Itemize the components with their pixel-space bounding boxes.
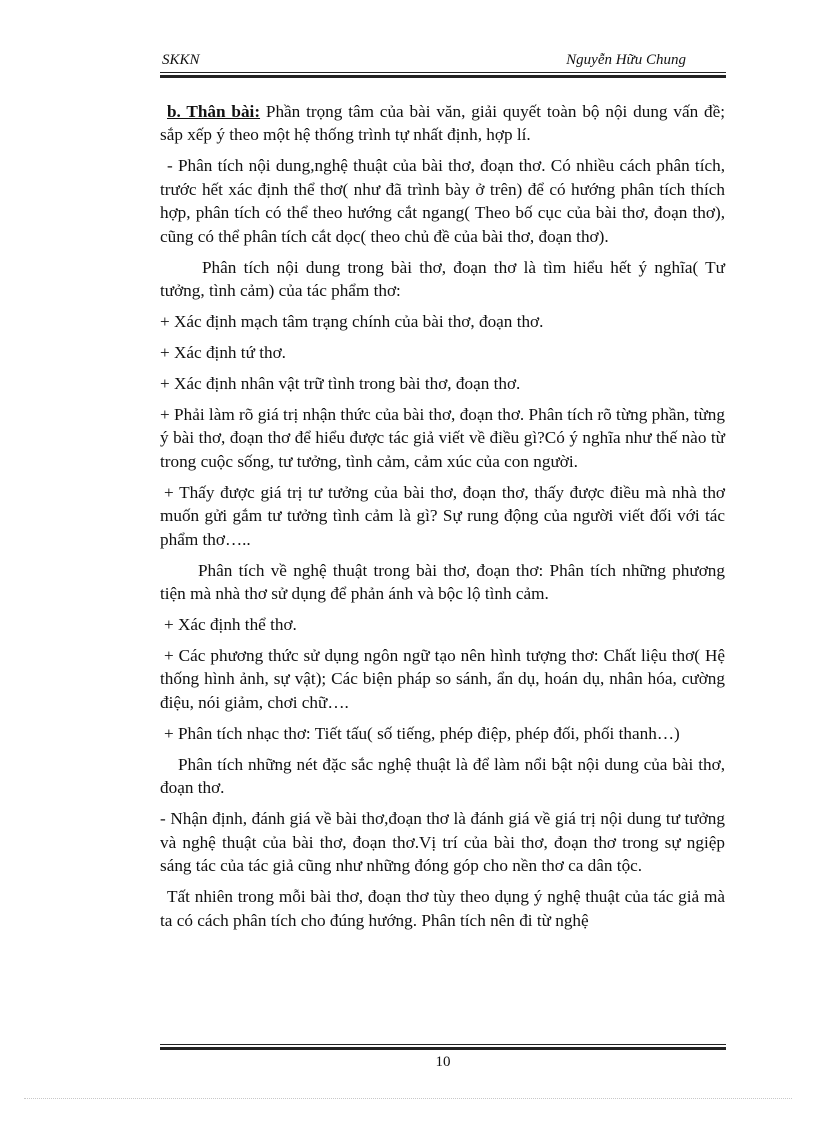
list-item: + Thấy được giá trị tư tưởng của bài thơ, đoạn thơ, thấy được điều mà nhà thơ muốn gửi gắm tư tưởng tình cảm là gì? Sự rung động của người viết đối với tác phẩm thơ….. [160,482,725,549]
paragraph: Tất nhiên trong mỗi bài thơ, đoạn thơ tùy theo dụng ý nghệ thuật của tác giả mà ta có cách phân tích cho đúng hướng. Phân tích nên đi từ nghệ [160,887,725,930]
paragraph: Phân tích những nét đặc sắc nghệ thuật là để làm nổi bật nội dung của bài thơ, đoạn thơ. [160,754,725,798]
page-bottom-dotted-line [24,1098,792,1099]
page-number: 10 [435,1054,451,1070]
paragraph: - Nhận định, đánh giá về bài thơ,đoạn thơ là đánh giá về giá trị nội dung tư tưởng và nghệ thuật của bài thơ, đoạn thơ.Vị trí của bài thơ, đoạn thơ trong sự ngiệp sáng tác của tác giả cũng như những đóng góp cho nền thơ ca dân tộc. [160,809,725,876]
list-item: + Xác định mạch tâm trạng chính của bài thơ, đoạn thơ. [160,312,544,332]
list-item: + Phân tích nhạc thơ: Tiết tấu( số tiếng, phép điệp, phép đối, phối thanh…) [164,723,680,743]
section-heading-rest: Phần trọng tâm của bài văn, giải quyết toàn bộ nội dung vấn đề; sắp xếp ý theo một hệ thống trình tự nhất định, hợp lí. [160,102,726,145]
list-item: + Xác định thể thơ. [164,615,297,635]
list-item: + Xác định nhân vật trữ tình trong bài thơ, đoạn thơ. [160,374,521,394]
list-item: + Xác định tứ thơ. [160,343,286,363]
page-header [160,52,726,74]
footer-rule [160,1044,726,1050]
document-body [160,100,725,940]
paragraph: - Phân tích nội dung,nghệ thuật của bài thơ, đoạn thơ. Có nhiều cách phân tích, trước hết xác định thể thơ( như đã trình bày ở trên) để có hướng phân tích thích hợp, phân tích có thể theo hướng cắt ngang( Theo bố cục của bài thơ, đoạn thơ), cũng có thể phân tích cắt dọc( theo chủ đề của bài thơ, đoạn thơ). [160,156,725,246]
header-rule [160,72,726,78]
section-heading: b. Thân bài: [167,102,261,121]
header-left-text: SKKN [162,52,200,68]
list-item: + Các phương thức sử dụng ngôn ngữ tạo nên hình tượng thơ: Chất liệu thơ( Hệ thống hình ảnh, sự vật); Các biện pháp so sánh, ẩn dụ, hoán dụ, nhân hóa, cường điệu, nói giảm, chơi chữ…. [160,646,725,712]
paragraph: Phân tích về nghệ thuật trong bài thơ, đoạn thơ: Phân tích những phương tiện mà nhà thơ sử dụng để phản ánh và bộc lộ tình cảm. [160,560,725,604]
header-author: Nguyễn Hữu Chung [566,52,686,68]
list-item: + Phải làm rõ giá trị nhận thức của bài thơ, đoạn thơ. Phân tích rõ từng phần, từng ý bài thơ, đoạn thơ để hiểu được tác giả viết về điều gì?Có ý nghĩa như thế nào từ trong cuộc sống, tư tưởng, tình cảm, cảm xúc của con người. [160,405,725,471]
paragraph: Phân tích nội dung trong bài thơ, đoạn thơ là tìm hiểu hết ý nghĩa( Tư tưởng, tình cảm) của tác phẩm thơ: [160,257,725,301]
section-paragraph [160,100,725,147]
